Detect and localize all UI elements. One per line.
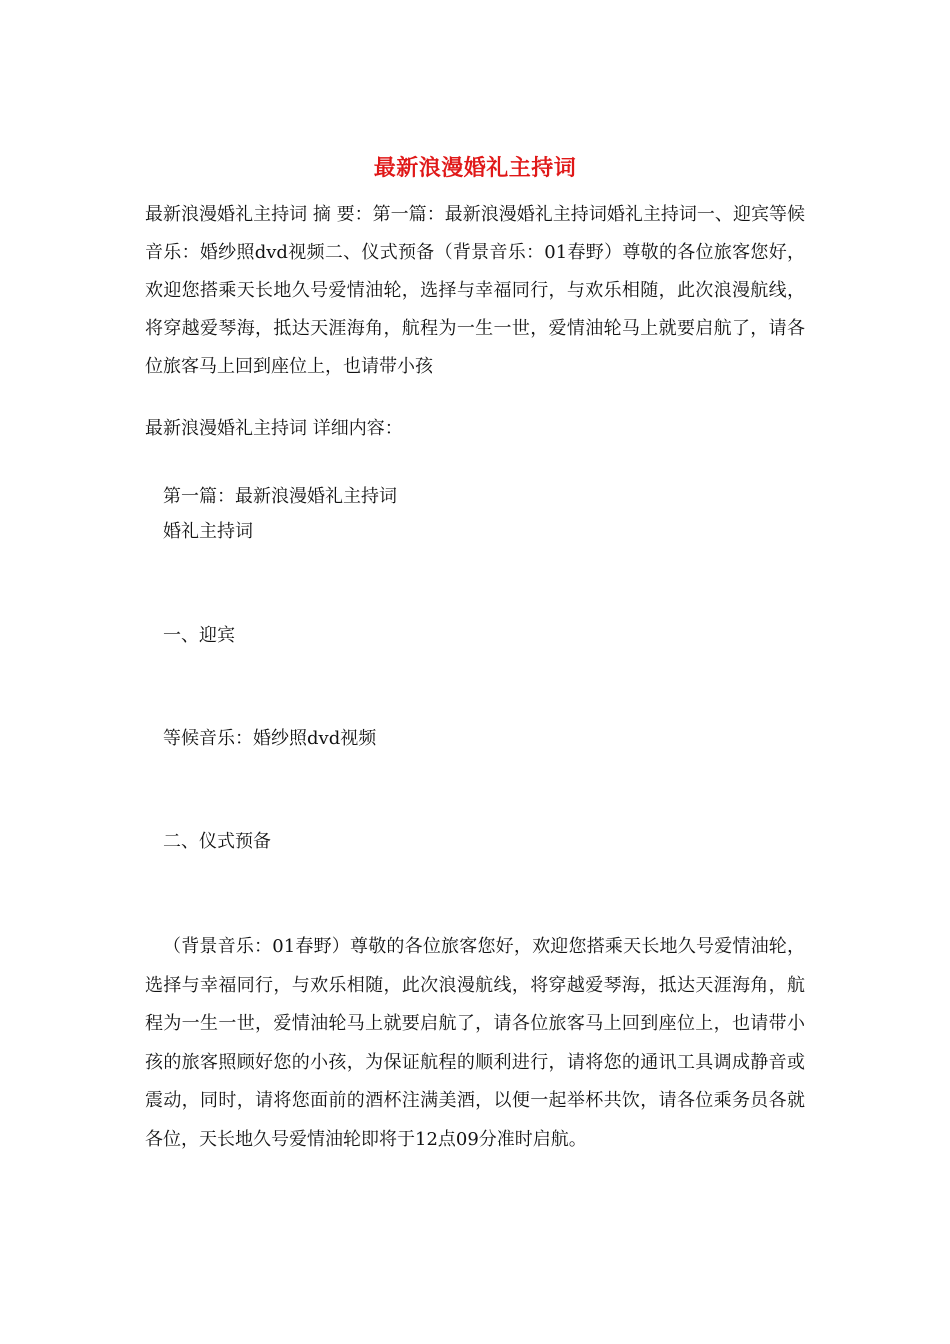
document-title: 最新浪漫婚礼主持词 bbox=[373, 155, 577, 181]
subtitle: 婚礼主持词 bbox=[163, 521, 253, 542]
chapter-title: 第一篇：最新浪漫婚礼主持词 bbox=[163, 486, 397, 507]
section-heading-welcome: 一、迎宾 bbox=[163, 625, 235, 646]
summary-paragraph: 最新浪漫婚礼主持词 摘 要：第一篇：最新浪漫婚礼主持词婚礼主持词一、迎宾等候音乐：婚纱照dvd视频二、仪式预备（背景音乐：01春野）尊敬的各位旅客您好，欢迎您搭乘天长地久号爱情油轮，选择与幸福同行，与欢乐相随，此次浪漫航线，将穿越爱琴海，抵达天涯海角，航程为一生一世，爱情油轮马上就要启航了，请各位旅客马上回到座位上，也请带小孩 bbox=[145, 204, 805, 377]
waiting-music-line: 等候音乐：婚纱照dvd视频 bbox=[163, 728, 377, 749]
section-heading-ceremony-prep: 二、仪式预备 bbox=[163, 831, 271, 852]
detail-heading: 最新浪漫婚礼主持词 详细内容： bbox=[145, 418, 403, 439]
ceremony-paragraph: （背景音乐：01春野）尊敬的各位旅客您好，欢迎您搭乘天长地久号爱情油轮，选择与幸福同行，与欢乐相随，此次浪漫航线，将穿越爱琴海，抵达天涯海角，航程为一生一世，爱情油轮马上就要启航了，请各位旅客马上回到座位上，也请带小孩的旅客照顾好您的小孩，为保证航程的顺利进行，请将您的通讯工具调成静音或震动，同时，请将您面前的酒杯注满美酒，以便一起举杯共饮，请各位乘务员各就各位，天长地久号爱情油轮即将于12点09分准时启航。 bbox=[145, 936, 805, 1150]
